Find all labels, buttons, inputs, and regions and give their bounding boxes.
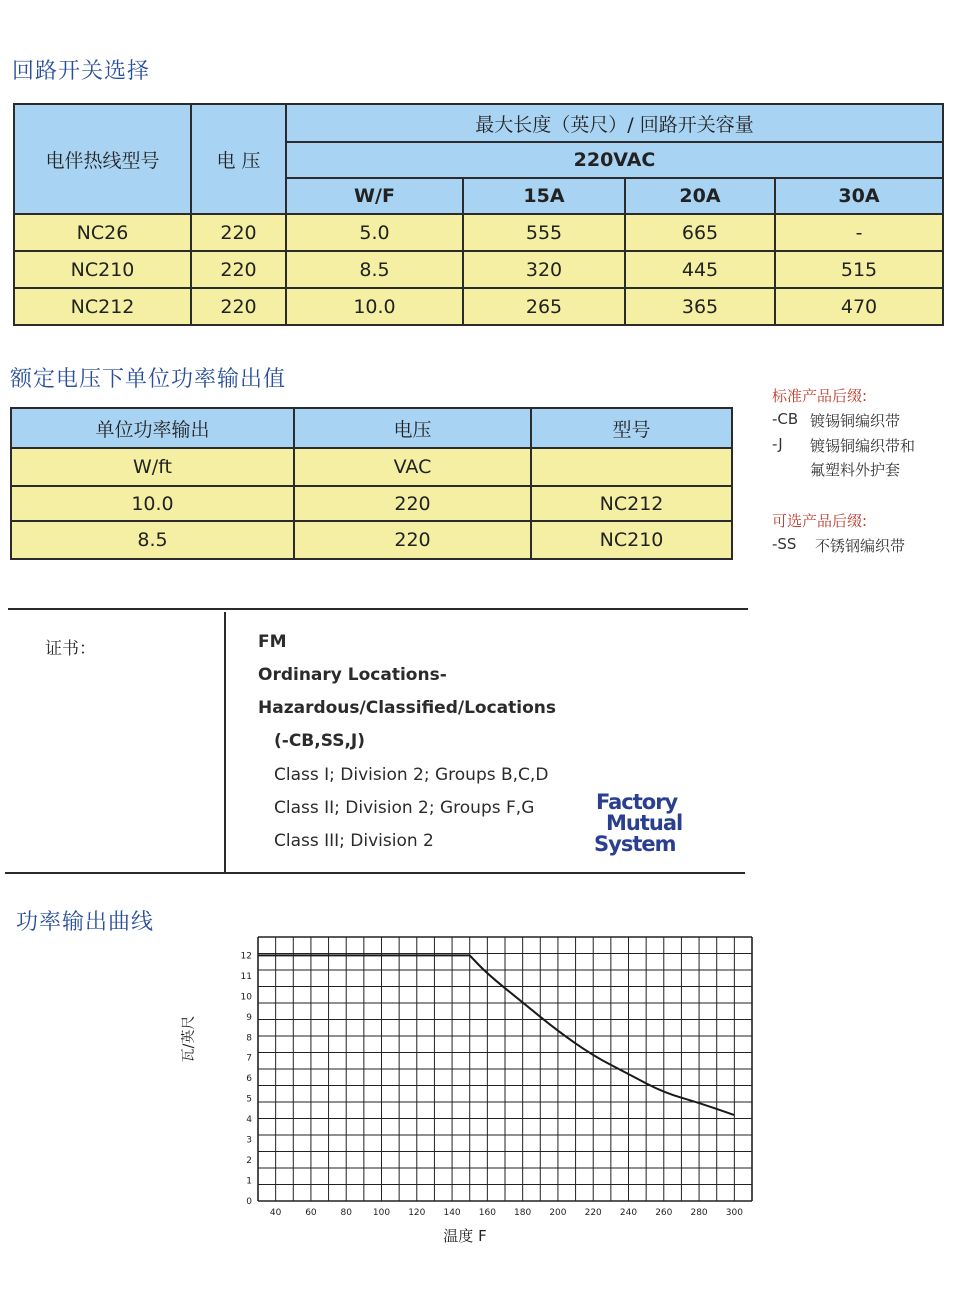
cell-30a: - [775, 214, 943, 251]
header-wf: W/F [286, 178, 463, 214]
x-tick-label: 260 [655, 1208, 673, 1218]
x-tick-label: 120 [408, 1208, 426, 1218]
cert-line-class2: Class II; Division 2; Groups F,G [274, 798, 535, 818]
optional-suffix-title: 可选产品后缀: [772, 512, 868, 530]
y-tick-label: 4 [246, 1115, 252, 1126]
x-tick-label: 100 [372, 1208, 391, 1218]
cert-vertical-divider [224, 612, 226, 874]
cert-line-suffixes: (-CB,SS,J) [274, 731, 365, 751]
cell-wf: 8.5 [286, 251, 463, 288]
header-max-length: 最大长度（英尺）/ 回路开关容量 [286, 104, 943, 142]
y-tick-label: 7 [246, 1053, 252, 1064]
cell-20a: 445 [625, 251, 775, 288]
x-tick-label: 280 [690, 1208, 708, 1218]
header-power: 单位功率输出 [11, 408, 294, 448]
y-tick-label: 1 [246, 1176, 252, 1187]
suffix-ss-desc: 不锈钢编织带 [815, 537, 906, 555]
y-tick-label: 3 [246, 1135, 252, 1146]
x-tick-label: 60 [305, 1208, 317, 1218]
cell-voltage: 220 [191, 251, 286, 288]
suffix-j-desc-2: 氟塑料外护套 [810, 461, 901, 479]
factory-mutual-logo [594, 788, 704, 856]
x-tick-label: 40 [269, 1208, 282, 1218]
cell-20a: 665 [625, 214, 775, 251]
header-model: 型号 [531, 408, 732, 448]
y-tick-label: 6 [246, 1074, 252, 1085]
header-30a: 30A [775, 178, 943, 214]
power-output-curve [258, 955, 734, 1115]
table-row [14, 288, 943, 325]
table-row [11, 448, 732, 486]
suffix-ss-code: -SS [772, 535, 797, 553]
cert-bottom-divider [5, 872, 745, 874]
suffix-cb-desc: 镀锡铜编织带 [810, 412, 901, 430]
cell-model: NC210 [531, 521, 732, 559]
x-tick-label: 200 [549, 1208, 567, 1218]
cell-model: NC212 [531, 486, 732, 521]
x-tick-label: 140 [443, 1208, 461, 1218]
logo-line-2: Mutual [606, 811, 683, 835]
table-row [14, 251, 943, 288]
table-row [14, 214, 943, 251]
suffix-cb-code: -CB [772, 410, 799, 428]
y-tick-label: 10 [240, 992, 252, 1003]
cert-top-divider [8, 608, 748, 610]
x-tick-label: 180 [514, 1208, 532, 1218]
cell-model: NC212 [14, 288, 191, 325]
cell-30a: 515 [775, 251, 943, 288]
power-output-chart [170, 925, 790, 1255]
cert-line-hazardous: Hazardous/Classified/Locations [258, 698, 556, 718]
power-output-chart-svg [170, 925, 790, 1255]
y-tick-label: 11 [240, 971, 252, 982]
cell-voltage: 220 [191, 288, 286, 325]
rated-table [10, 407, 733, 560]
header-voltage: 电压 [294, 408, 531, 448]
table-row [11, 486, 732, 521]
header-vac: 220VAC [286, 142, 943, 178]
cell-power: 8.5 [11, 521, 294, 559]
cert-line-fm: FM [258, 632, 287, 652]
logo-line-3: System [594, 832, 676, 856]
cert-line-ordinary: Ordinary Locations- [258, 665, 447, 685]
cell-voltage: 220 [191, 214, 286, 251]
cell-20a: 365 [625, 288, 775, 325]
y-axis-label: 瓦/英尺 [181, 1015, 197, 1063]
y-tick-label: 8 [246, 1033, 252, 1044]
x-tick-label: 220 [584, 1208, 602, 1218]
cell-unit-power: W/ft [11, 448, 294, 486]
standard-suffix-title: 标准产品后缀: [772, 387, 868, 405]
logo-line-1: Factory [596, 790, 678, 814]
curve-section-title: 功率输出曲线 [16, 910, 155, 935]
cell-15a: 265 [463, 288, 625, 325]
table-row [11, 521, 732, 559]
cell-voltage: 220 [294, 486, 531, 521]
cell-power: 10.0 [11, 486, 294, 521]
cell-unit-voltage: VAC [294, 448, 531, 486]
y-tick-label: 0 [246, 1197, 252, 1207]
rated-section-title: 额定电压下单位功率输出值 [10, 367, 287, 392]
x-axis-label: 温度 F [443, 1227, 487, 1245]
y-tick-label: 2 [246, 1156, 252, 1167]
y-tick-label: 9 [246, 1012, 252, 1023]
y-tick-label: 12 [240, 951, 252, 962]
cell-wf: 10.0 [286, 288, 463, 325]
cell-model: NC210 [14, 251, 191, 288]
cell-voltage: 220 [294, 521, 531, 559]
cell-15a: 320 [463, 251, 625, 288]
cert-label: 证书： [45, 639, 96, 659]
header-model: 电伴热线型号 [14, 104, 191, 214]
suffix-j-code: -J [772, 435, 783, 453]
header-15a: 15A [463, 178, 625, 214]
cell-wf: 5.0 [286, 214, 463, 251]
cert-line-class3: Class III; Division 2 [274, 831, 434, 851]
cell-model: NC26 [14, 214, 191, 251]
header-20a: 20A [625, 178, 775, 214]
cell-30a: 470 [775, 288, 943, 325]
cell-unit-model [531, 448, 732, 486]
suffix-j-desc: 镀锡铜编织带和 [810, 437, 916, 455]
x-tick-label: 80 [340, 1208, 352, 1218]
circuit-table [13, 103, 944, 326]
x-tick-label: 160 [478, 1208, 496, 1218]
cert-line-class1: Class I; Division 2; Groups B,C,D [274, 765, 549, 785]
cell-15a: 555 [463, 214, 625, 251]
header-voltage: 电 压 [191, 104, 286, 214]
y-tick-label: 5 [246, 1094, 252, 1105]
x-tick-label: 240 [619, 1208, 638, 1218]
x-tick-label: 300 [725, 1208, 743, 1218]
circuit-section-title: 回路开关选择 [12, 59, 151, 84]
